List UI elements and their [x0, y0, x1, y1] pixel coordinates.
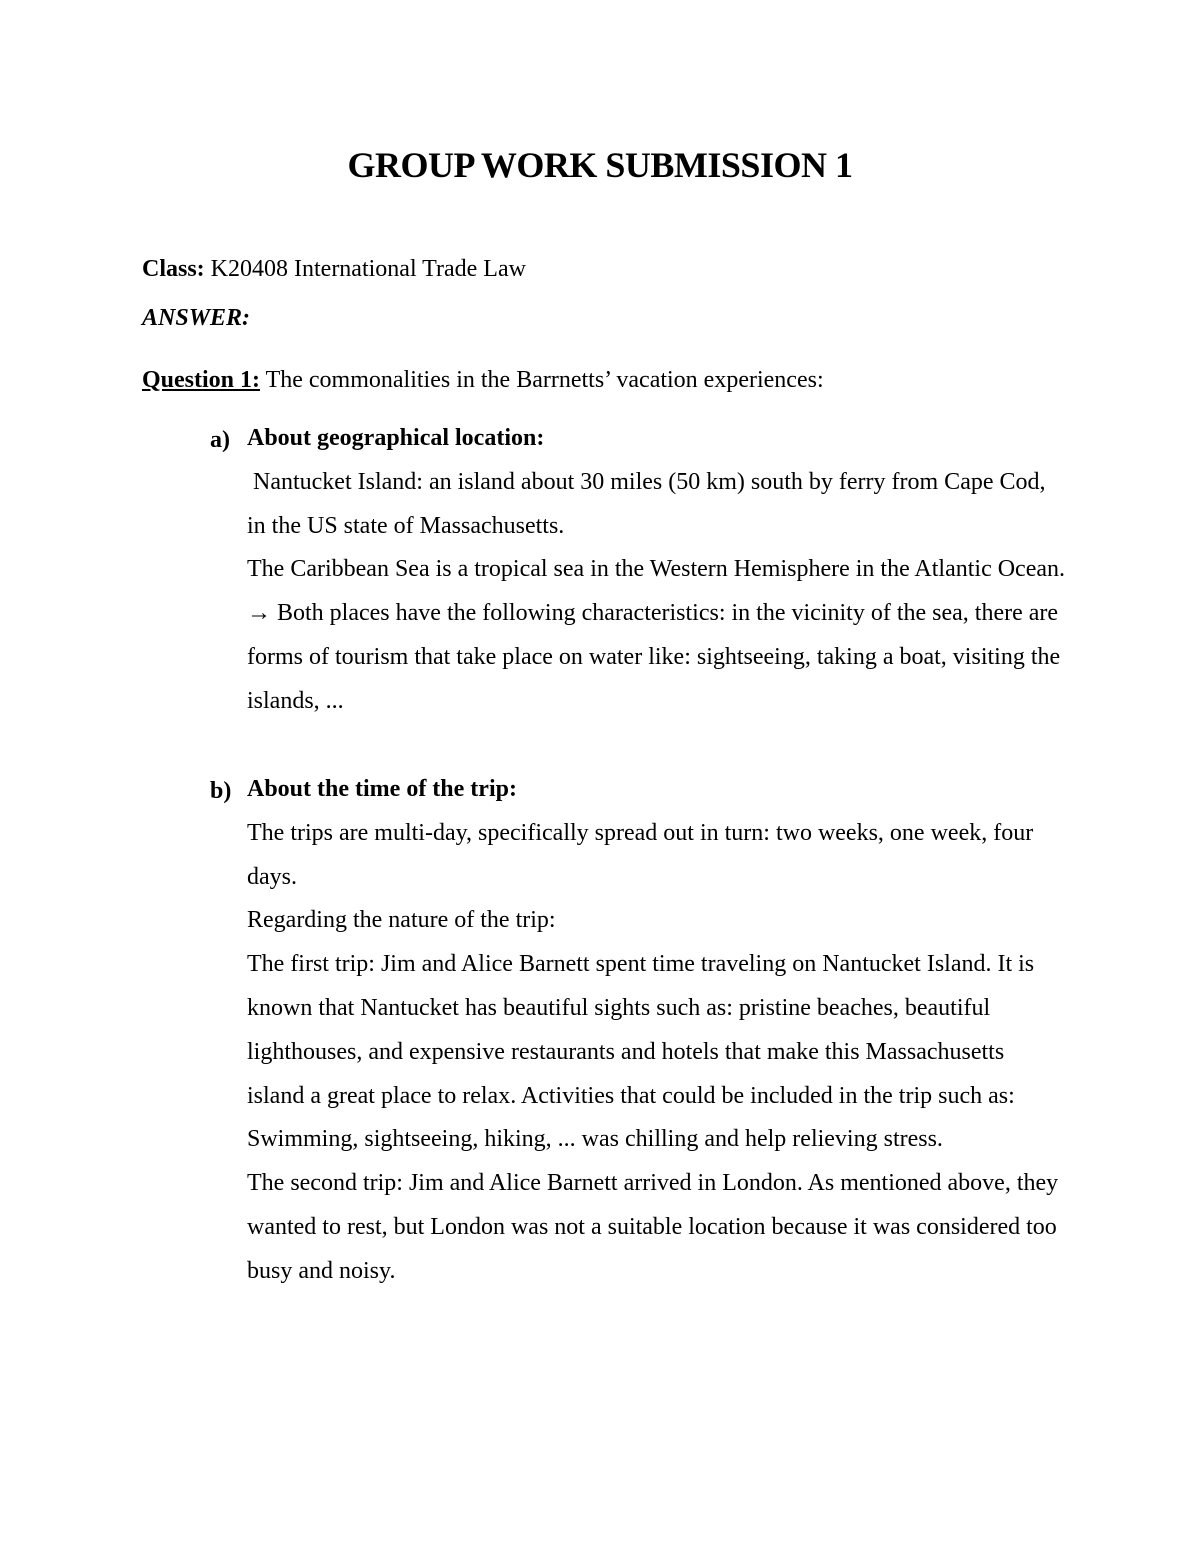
- section-a-heading: About geographical location:: [247, 425, 545, 451]
- question-1-text: The commonalities in the Barrnetts’ vacation experiences:: [265, 367, 824, 393]
- section-b-heading: About the time of the trip:: [247, 776, 517, 802]
- section-a-paragraph: The Caribbean Sea is a tropical sea in the Western Hemisphere in the Atlantic Ocean.: [247, 556, 1066, 583]
- class-line: [142, 254, 526, 284]
- answer-label: ANSWER:: [142, 305, 251, 331]
- question-1-label: Question 1:: [142, 367, 261, 393]
- section-b: [247, 768, 1067, 1294]
- section-b-paragraph: The second trip: Jim and Alice Barnett arrived in London. As mentioned above, they wanted to rest, but London was not a suitable location because it was considered too busy and noisy.: [247, 1170, 1059, 1284]
- class-label: Class:: [142, 256, 205, 282]
- section-a-marker: a): [210, 427, 230, 453]
- section-b-paragraph: Regarding the nature of the trip:: [247, 907, 556, 934]
- section-a-paragraph: Nantucket Island: an island about 30 miles (50 km) south by ferry from Cape Cod, in the US state of Massachusetts.: [247, 468, 1046, 539]
- section-a: [247, 417, 1067, 724]
- document-title: GROUP WORK SUBMISSION 1: [347, 145, 853, 185]
- section-b-paragraph: The trips are multi-day, specifically spread out in turn: two weeks, one week, four days.: [247, 819, 1034, 890]
- class-value: K20408 International Trade Law: [210, 256, 526, 282]
- question-1-line: [142, 365, 824, 395]
- section-b-paragraph: The first trip: Jim and Alice Barnett spent time traveling on Nantucket Island. It is known that Nantucket has beautiful sights such as: pristine beaches, beautiful lighthouses, and expensive restaurants and hotels that make this Massachusetts island a great place to relax. Activities that could be included in the trip such as: Swimming, sightseeing, hiking, ... was chilling and help relieving stress.: [247, 951, 1035, 1153]
- section-b-marker: b): [210, 778, 232, 804]
- section-a-paragraph: → Both places have the following characteristics: in the vicinity of the sea, there are forms of tourism that take place on water like: sightseeing, taking a boat, visiting the islands, ...: [247, 600, 1061, 714]
- answer-line: [142, 303, 250, 333]
